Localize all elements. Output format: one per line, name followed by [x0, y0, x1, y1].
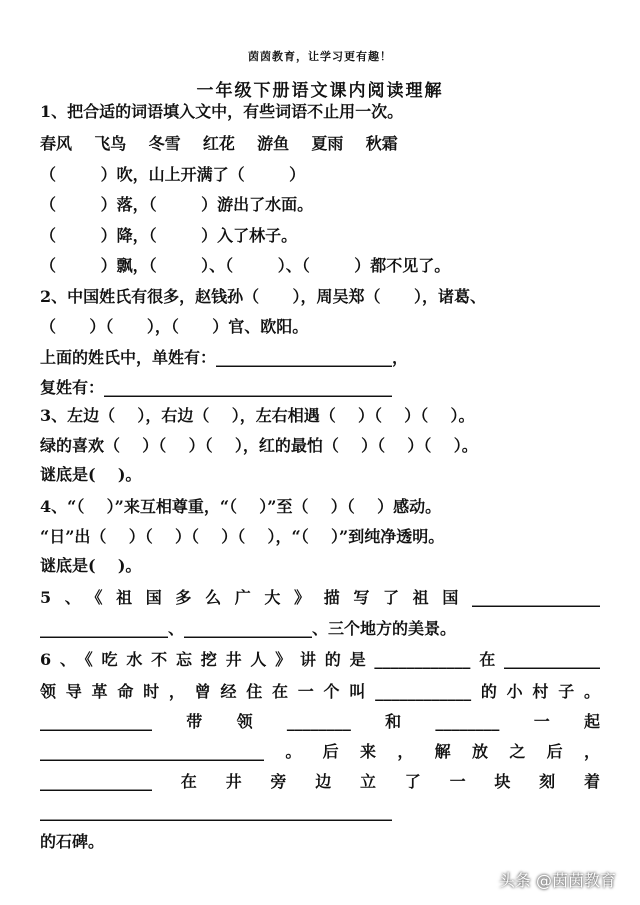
q4-line-1: 4、“（ ）”来互相尊重，“（ ）”至（ ）（ ）感动。	[40, 497, 442, 516]
q2-line-1: 2、中国姓氏有很多，赵钱孙（ ），周吴郑（ ），诸葛、	[40, 287, 486, 306]
q6-line-4: ____________________________。后来，解放之后，	[40, 742, 600, 761]
q1-line-3: （ ）降，（ ）入了林子。	[40, 226, 298, 245]
q1-word-bank: 春风 飞鸟 冬雪 红花 游鱼 夏雨 秋霜	[40, 134, 398, 153]
q3-answer: 谜底是( )。	[40, 465, 142, 484]
q5-line-2: ________________、________________、三个地方的美景。	[40, 619, 457, 638]
q2-line-2: （ ）（ ），（ ）官、欧阳。	[40, 317, 309, 336]
q6-line-2: 领导革命时，曾经住在一个叫____________的小村子。	[40, 682, 600, 701]
q1-line-1: （ ）吹，山上开满了（ ）	[40, 165, 306, 184]
q6-line-7: 的石碑。	[40, 832, 105, 851]
q4-answer: 谜底是( )。	[40, 556, 142, 575]
q6-line-5: ______________在井旁边立了一块刻着	[40, 772, 600, 791]
q6-line-3: ______________带领________和________一起	[40, 712, 600, 731]
q4-line-2: “日”出（ ）（ ）（ ）（ ），“（ ）”到纯净透明。	[40, 527, 445, 546]
q2-single-surnames: 上面的姓氏中，单姓有：______________________，	[40, 348, 409, 367]
q6-line-1: 6、《吃水不忘挖井人》讲的是____________在____________	[40, 650, 600, 669]
q5-line-1: 5、《祖国多么广大》描写了祖国________________	[40, 588, 600, 607]
q3-line-1: 3、左边（ ），右边（ ），左右相遇（ ）（ ）（ ）。	[40, 406, 475, 425]
q1-line-4: （ ）飘，（ ）、（ ）、（ ）都不见了。	[40, 256, 451, 275]
q1-line-2: （ ）落，（ ）游出了水面。	[40, 195, 314, 214]
header-slogan: 茵茵教育，让学习更有趣！	[248, 50, 392, 63]
q1-instruction: 1、把合适的词语填入文中，有些词语不止用一次。	[40, 102, 404, 121]
worksheet-title: 一年级下册语文课内阅读理解	[196, 81, 444, 101]
q6-line-6: ____________________________________________	[40, 802, 392, 821]
q3-line-2: 绿的喜欢（ ）（ ）（ ），红的最怕（ ）（ ）（ ）。	[40, 436, 478, 455]
watermark: 头条 @茵茵教育	[498, 871, 616, 890]
q2-double-surnames: 复姓有：____________________________________	[40, 378, 393, 397]
